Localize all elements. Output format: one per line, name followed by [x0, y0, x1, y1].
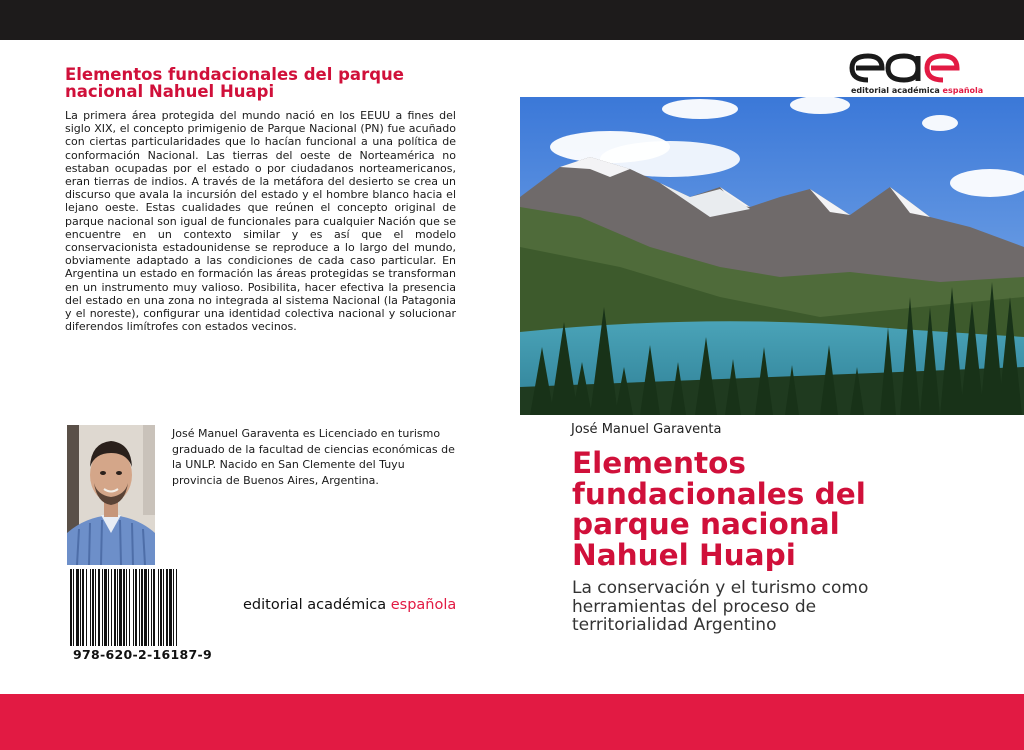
logo-caption-plain: editorial académica — [851, 86, 940, 95]
isbn-number: 978-620-2-16187-9 — [73, 647, 212, 662]
author-photo — [67, 425, 155, 565]
publisher-name-plain: editorial académica — [243, 597, 387, 613]
back-cover-blurb: La primera área protegida del mundo nació en los EEUU a fines del siglo XIX, el concepto primigenio de Parque Nacional (PN) fue acuñado con ciertas particularidades que lo hacían funcional a una política de conformación Nacional. Las tierras del oeste de Norteamérica no estaban ocupadas por el estado o por ciudadanos norteamericanos, eran tierras de indios. A través de la metáfora del desierto se crea un discurso que avala la incursión del estado y el hombre blanco hacia el lejano oeste. Estas cualidades que reúnen el concepto original de parque nacional son igual de funcionales para cualquier Nación que se encuentre en un contexto similar y es así que el modelo conservacionista estadounidense se reproduce a lo largo del mundo, obviamente adaptado a las condiciones de cada caso particular. En Argentina un estado en formación las áreas protegidas se transforman en un instrumento muy valioso. Posibilita, hacer efectiva la presencia del estado en una zona no integrada al sistema Nacional (la Patagonia y el noreste), configurar una identidad colectiva nacional y solucionar diferendos limítrofes con estados vecinos. — [65, 109, 456, 334]
cover-landscape-photo — [520, 97, 1024, 415]
top-band — [0, 0, 1024, 40]
logo-caption — [851, 86, 983, 95]
front-cover-title: Elementos fundacionales del parque nacional Nahuel Huapi — [572, 446, 866, 572]
author-bio: José Manuel Garaventa es Licenciado en turismo graduado de la facultad de ciencias económicas de la UNLP. Nacido en San Clemente del Tuyu provincia de Buenos Aires, Argentina. — [172, 427, 455, 487]
logo-caption-accent: española — [942, 86, 984, 95]
front-author-name: José Manuel Garaventa — [571, 422, 722, 437]
front-cover-subtitle: La conservación y el turismo como herramientas del proceso de territorialidad Argentino — [572, 578, 869, 635]
back-cover-title: Elementos fundacionales del parque nacional Nahuel Huapi — [65, 65, 404, 101]
publisher-name-accent: española — [390, 597, 457, 613]
barcode — [70, 569, 215, 646]
bottom-band — [0, 694, 1024, 750]
back-publisher-name — [243, 597, 456, 613]
